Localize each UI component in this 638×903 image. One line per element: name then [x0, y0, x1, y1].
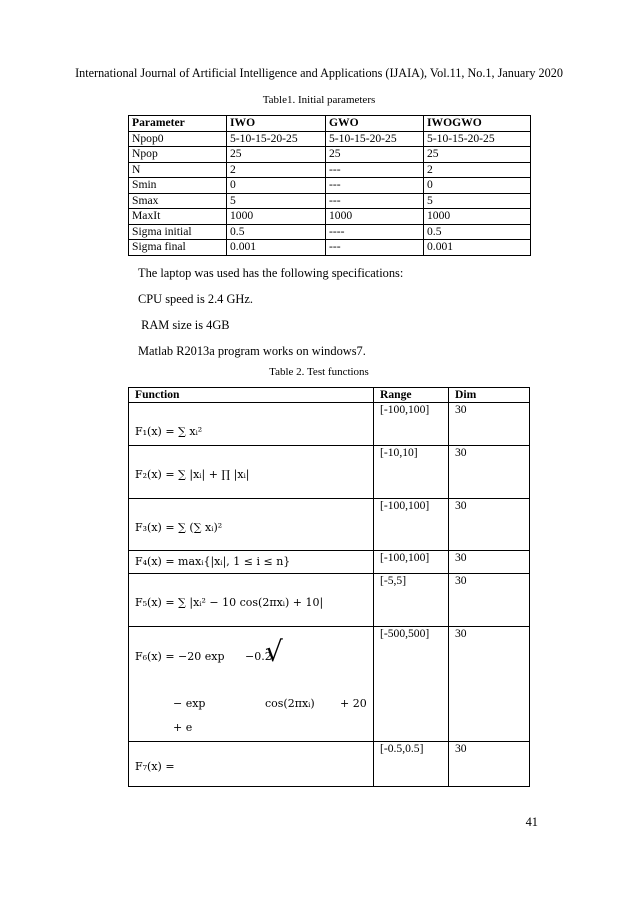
table-cell: 5-10-15-20-25: [424, 131, 531, 147]
test-functions-table: [128, 387, 530, 787]
range-cell: [-100,100]: [374, 403, 449, 446]
range-cell: [-500,500]: [374, 627, 449, 742]
table-cell: 5-10-15-20-25: [326, 131, 424, 147]
dim-cell: 30: [449, 499, 530, 551]
table-row: [129, 131, 531, 147]
table-cell: 1000: [227, 209, 326, 225]
table-cell: 0.001: [424, 240, 531, 256]
formula-tail: + 20: [340, 697, 367, 710]
spec-cpu: CPU speed is 2.4 GHz.: [138, 292, 253, 306]
table-cell: 25: [227, 147, 326, 163]
formula-text: F₅(x) = ∑ |xᵢ² − 10 cos(2πxᵢ) + 10|: [135, 596, 324, 609]
formula-text: F₇(x) =: [135, 760, 175, 773]
table-cell: 25: [424, 147, 531, 163]
table-cell: 1000: [424, 209, 531, 225]
function-cell: [129, 627, 374, 742]
table-row: [129, 209, 531, 225]
header-cell: Range: [374, 388, 449, 403]
table-cell: 25: [326, 147, 424, 163]
spec-software: Matlab R2013a program works on windows7.: [138, 344, 366, 358]
formula-text: F₃(x) = ∑ (∑ xᵢ)²: [135, 521, 223, 534]
table-cell: Smin: [129, 178, 227, 194]
table-cell: MaxIt: [129, 209, 227, 225]
table-cell: 0: [227, 178, 326, 194]
table-row: [129, 240, 531, 256]
range-cell: [-100,100]: [374, 499, 449, 551]
dim-cell: 30: [449, 627, 530, 742]
table-row: [129, 551, 530, 574]
table-cell: ---: [326, 240, 424, 256]
table-cell: Npop: [129, 147, 227, 163]
table-row: [129, 627, 530, 742]
formula-line: + e: [173, 721, 193, 734]
range-cell: [-5,5]: [374, 574, 449, 627]
table-row: [129, 499, 530, 551]
function-cell: [129, 499, 374, 551]
formula-inner: −0.2: [245, 650, 272, 663]
header-cell: Function: [129, 388, 374, 403]
table-row: [129, 403, 530, 446]
journal-header: International Journal of Artificial Intelligence and Applications (IJAIA), Vol.11, No.1, January 2020: [75, 66, 563, 80]
table2-caption: Table 2. Test functions: [269, 366, 369, 378]
header-cell: Parameter: [129, 116, 227, 132]
table-row: [129, 574, 530, 627]
formula-text: F₄(x) = maxᵢ{|xᵢ|, 1 ≤ i ≤ n}: [135, 555, 291, 568]
table-header-row: [129, 388, 530, 403]
table-cell: 5: [227, 193, 326, 209]
spec-ram: RAM size is 4GB: [138, 318, 230, 332]
header-cell: GWO: [326, 116, 424, 132]
table-cell: 2: [227, 162, 326, 178]
table-cell: 2: [424, 162, 531, 178]
table-cell: Smax: [129, 193, 227, 209]
formula-text: F₁(x) = ∑ xᵢ²: [135, 425, 203, 438]
table-row: [129, 193, 531, 209]
sqrt-icon: √: [265, 635, 283, 668]
table-row: [129, 446, 530, 499]
table-cell: Sigma final: [129, 240, 227, 256]
function-cell: [129, 574, 374, 627]
range-cell: [-10,10]: [374, 446, 449, 499]
dim-cell: 30: [449, 403, 530, 446]
table-cell: 0.5: [424, 224, 531, 240]
initial-parameters-table: [128, 115, 531, 256]
function-cell: [129, 742, 374, 787]
table-cell: 0.5: [227, 224, 326, 240]
table-cell: ---: [326, 193, 424, 209]
table-cell: Npop0: [129, 131, 227, 147]
table-header-row: [129, 116, 531, 132]
table-cell: 0.001: [227, 240, 326, 256]
header-cell: IWOGWO: [424, 116, 531, 132]
spec-intro: The laptop was used has the following specifications:: [138, 266, 404, 280]
formula-line: − exp: [173, 697, 206, 710]
table-row: [129, 178, 531, 194]
table-cell: 1000: [326, 209, 424, 225]
dim-cell: 30: [449, 574, 530, 627]
table-cell: 0: [424, 178, 531, 194]
header-cell: Dim: [449, 388, 530, 403]
function-cell: [129, 403, 374, 446]
table-cell: N: [129, 162, 227, 178]
table-row: [129, 147, 531, 163]
formula-text: F₂(x) = ∑ |xᵢ| + ∏ |xᵢ|: [135, 468, 250, 481]
table-row: [129, 162, 531, 178]
range-cell: [-0.5,0.5]: [374, 742, 449, 787]
header-cell: IWO: [227, 116, 326, 132]
table-cell: 5: [424, 193, 531, 209]
table1-caption: Table1. Initial parameters: [262, 94, 376, 106]
page-number: 41: [525, 815, 538, 829]
table-row: [129, 224, 531, 240]
function-cell: [129, 446, 374, 499]
range-cell: [-100,100]: [374, 551, 449, 574]
table-cell: Sigma initial: [129, 224, 227, 240]
dim-cell: 30: [449, 446, 530, 499]
formula-line: F₆(x) = −20 exp: [135, 650, 225, 663]
table-cell: 5-10-15-20-25: [227, 131, 326, 147]
table-cell: ---: [326, 178, 424, 194]
table-cell: ---: [326, 162, 424, 178]
table-cell: ----: [326, 224, 424, 240]
function-cell: [129, 551, 374, 574]
dim-cell: 30: [449, 742, 530, 787]
formula-tail: cos(2πxᵢ): [265, 697, 315, 710]
table-row: [129, 742, 530, 787]
dim-cell: 30: [449, 551, 530, 574]
